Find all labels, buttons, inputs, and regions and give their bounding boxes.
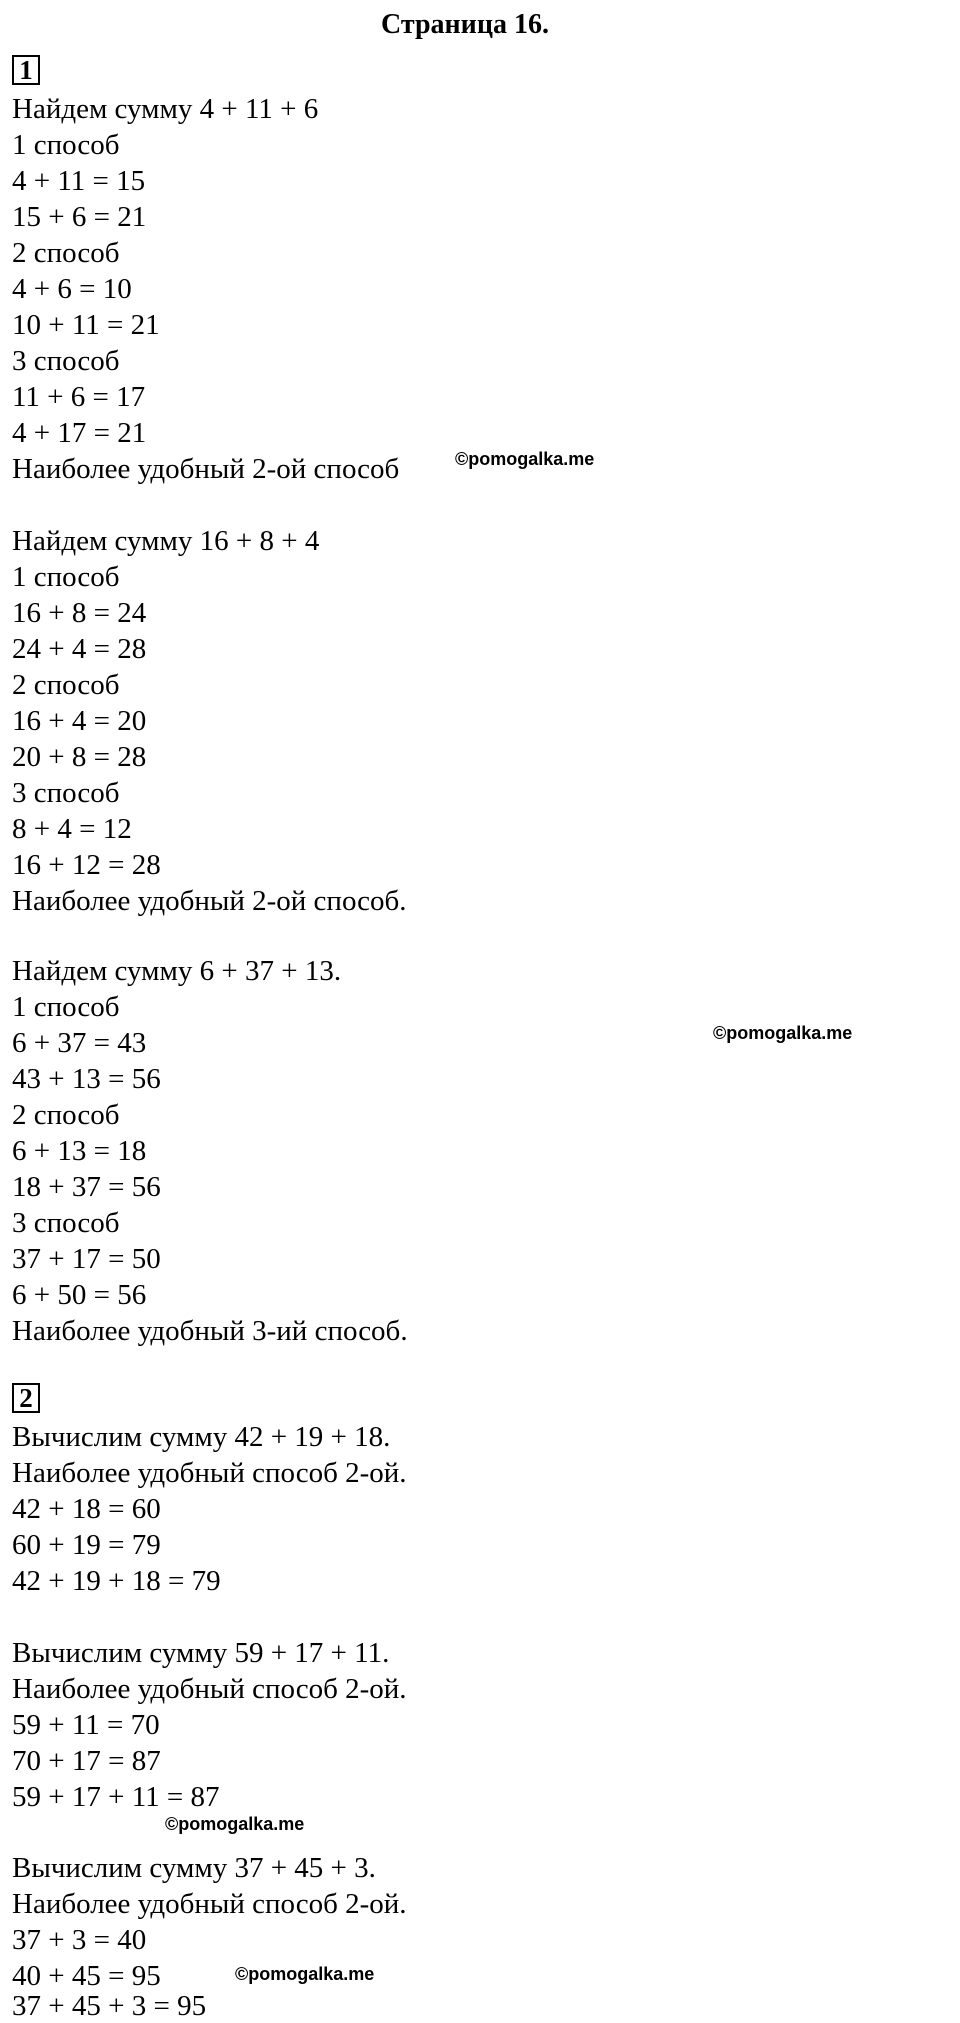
task2-line: Наиболее удобный способ 2-ой. — [12, 1888, 407, 1920]
task2-line: Наиболее удобный способ 2-ой. — [12, 1457, 407, 1489]
task2-line: 37 + 3 = 40 — [12, 1924, 147, 1956]
task1-line: 4 + 11 = 15 — [12, 165, 146, 197]
task2-line: Вычислим сумму 59 + 17 + 11. — [12, 1637, 390, 1669]
watermark: ©pomogalka.me — [455, 449, 595, 469]
task2-line: Вычислим сумму 42 + 19 + 18. — [12, 1421, 391, 1453]
task1-line: 6 + 50 = 56 — [12, 1279, 147, 1311]
task1-line: 1 способ — [12, 129, 120, 161]
watermark: ©pomogalka.me — [713, 1023, 853, 1043]
task1-line: 16 + 8 = 24 — [12, 597, 147, 629]
task1-line: 20 + 8 = 28 — [12, 741, 147, 773]
task1-line: 4 + 6 = 10 — [12, 273, 132, 305]
task1-line: 3 способ — [12, 345, 120, 377]
task1-line: 16 + 12 = 28 — [12, 849, 161, 881]
task2-line: 59 + 11 = 70 — [12, 1709, 160, 1741]
task2-line: 70 + 17 = 87 — [12, 1745, 161, 1777]
task1-line: 37 + 17 = 50 — [12, 1243, 161, 1275]
task1-line: 16 + 4 = 20 — [12, 705, 147, 737]
task1-line: 8 + 4 = 12 — [12, 813, 132, 845]
task2-line: 42 + 18 = 60 — [12, 1493, 161, 1525]
task2-line: Наиболее удобный способ 2-ой. — [12, 1673, 407, 1705]
task1-line: 1 способ — [12, 991, 120, 1023]
watermark: ©pomogalka.me — [235, 1964, 375, 1984]
task2-line: Вычислим сумму 37 + 45 + 3. — [12, 1852, 376, 1884]
task1-line: 4 + 17 = 21 — [12, 417, 147, 449]
task2-line: 40 + 45 = 95 — [12, 1960, 161, 1992]
task-number-2: 2 — [12, 1383, 40, 1413]
task2-line: 42 + 19 + 18 = 79 — [12, 1565, 221, 1597]
task1-line: 6 + 13 = 18 — [12, 1135, 147, 1167]
task1-line: 15 + 6 = 21 — [12, 201, 147, 233]
task1-line: 24 + 4 = 28 — [12, 633, 147, 665]
task1-line: 18 + 37 = 56 — [12, 1171, 161, 1203]
task1-line: 1 способ — [12, 561, 120, 593]
task-number-1: 1 — [12, 55, 40, 85]
task1-line: 10 + 11 = 21 — [12, 309, 160, 341]
task1-line: 6 + 37 = 43 — [12, 1027, 147, 1059]
page-title: Страница 16. — [381, 9, 549, 40]
task1-line: 11 + 6 = 17 — [12, 381, 146, 413]
task1-line: Найдем сумму 4 + 11 + 6 — [12, 93, 319, 125]
task1-line: Наиболее удобный 3-ий способ. — [12, 1315, 408, 1347]
task1-line: 2 способ — [12, 237, 120, 269]
task2-line: 60 + 19 = 79 — [12, 1529, 161, 1561]
watermark: ©pomogalka.me — [165, 1814, 305, 1834]
task1-line: 43 + 13 = 56 — [12, 1063, 161, 1095]
task1-line: 3 способ — [12, 777, 120, 809]
task1-line: Наиболее удобный 2-ой способ — [12, 453, 400, 485]
task1-line: Найдем сумму 6 + 37 + 13. — [12, 955, 342, 987]
task1-line: Наиболее удобный 2-ой способ. — [12, 885, 407, 917]
task1-line: 2 способ — [12, 669, 120, 701]
task1-line: 2 способ — [12, 1099, 120, 1131]
task1-line: Найдем сумму 16 + 8 + 4 — [12, 525, 320, 557]
task2-line: 59 + 17 + 11 = 87 — [12, 1781, 220, 1813]
task2-line: 37 + 45 + 3 = 95 — [12, 1990, 207, 2022]
task1-line: 3 способ — [12, 1207, 120, 1239]
